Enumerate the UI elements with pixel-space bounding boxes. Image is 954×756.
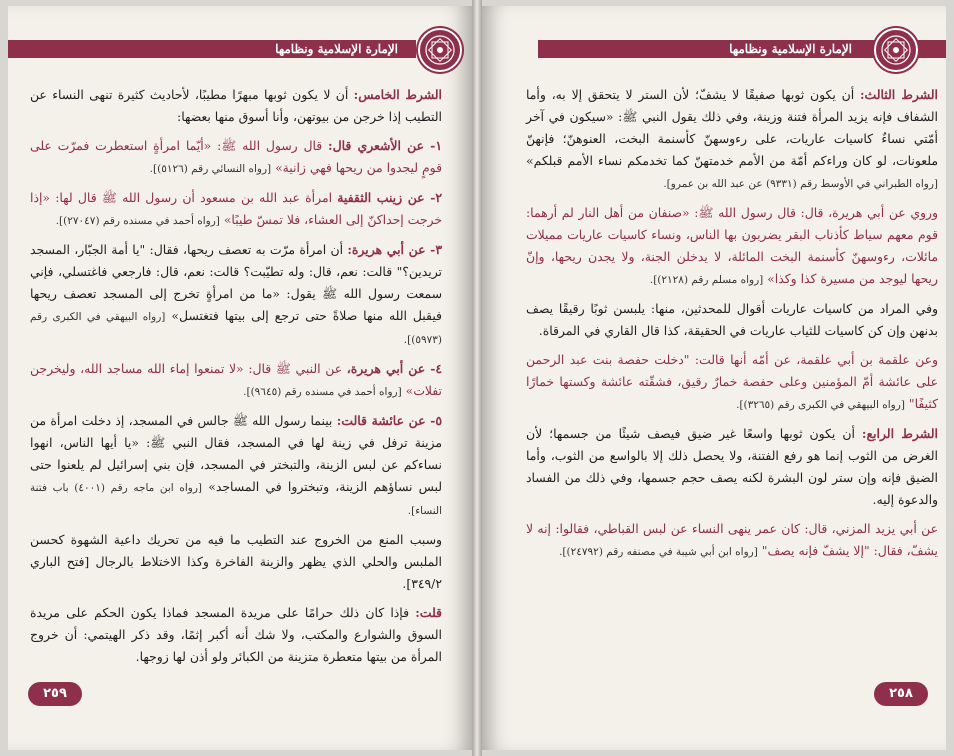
paragraph: ٥- عن عائشة قالت: بينما رسول الله ﷺ جالس في المسجد، إذ دخلت امرأة من مزينة ترفل في زينة لها في المسجد، فقال النبي ﷺ: «يا أيها الناس، انهوا نساءكم عن لبس الزينة، والتبختر في المسجد، فإن بني إسرائيل لم يلعنوا حتى لبس نساؤهم الزينة، وتبختروا في المساجد» [رواه ابن ماجه رقم (٤٠٠١) باب فتنة النساء].: [30, 413, 442, 517]
ornament-icon: [874, 28, 918, 72]
paragraph: الشرط الثالث: أن يكون ثوبها صفيقًا لا يشفّ؛ لأن الستر لا يتحقق إلا به، وأما الشفاف فإنه يزيد المرأة فتنة وزينة، وفي ذلك يقول النبي ﷺ: «سيكون في آخر أمّتي نساءٌ كاسيات عاريات، على رءوسهنّ كأسنمة البخت، العنوهنّ؛ فإنهنّ ملعونات، لو كان وراءكم أمّة من الأمم خدمتهنّ كما تخدمكم نساء الأمم قبلكم» [رواه الطبراني في الأوسط رقم (٩٣٣١) عن عبد الله بن عمرو].: [526, 87, 938, 190]
left-header-title: الإمارة الإسلامية ونظامها: [275, 42, 398, 56]
left-page-content: [30, 84, 442, 675]
paragraph: وعن علقمة بن أبي علقمة، عن أمّه أنها قالت: "دخلت حفصة بنت عبد الرحمن على عائشة أمّ المؤمنين وعلى حفصة خمارٌ رقيق، فشقّته عائشة وكستها خمارًا كثيفًا" [رواه البيهقي في الكبرى رقم (٣٢٦٥)].: [526, 352, 938, 411]
paragraph: وفي المراد من كاسيات عاريات أقوال للمحدثين، منها: يلبسن ثوبًا رقيقًا يصف بدنهن وإن كن كاسيات للثياب عاريات في الحقيقة، كذا قال القاري في المرقاة.: [526, 301, 938, 338]
paragraph: قلت: فإذا كان ذلك حرامًا على مريدة المسجد فماذا يكون الحكم على مريدة السوق والشوارع والمكتب، ولا شك أنه أكبر إثمًا، وقد ذكر الهيتمي: أن خروج المرأة من بيتها متعطرة متزينة من الكبائر ولو أذن لها زوجها.: [30, 605, 442, 664]
right-page-number: ٢٥٨: [874, 682, 928, 706]
left-page-number: ٢٥٩: [28, 682, 82, 706]
paragraph: ٤- عن أبي هريرة، عن النبي ﷺ قال: «لا تمنعوا إماء الله مساجد الله، وليخرجن تفلات» [رواه أحمد في مسنده رقم (٩٦٤٥)].: [30, 361, 442, 398]
paragraph: ٢- عن زينب الثقفية امرأة عبد الله بن مسعود أن رسول الله ﷺ قال لها: «إذا خرجت إحداكنّ إلى العشاء، فلا تمسّ طيبًا» [رواه أحمد في مسنده رقم (٢٧٠٤٧)].: [30, 190, 442, 227]
paragraph: عن أبي يزيد المزني، قال: كان عمر ينهى النساء عن لبس القباطي، فقالوا: إنه لا يشفّ، فقال: "إلا يشفّ فإنه يصف" [رواه ابن أبي شيبة في مصنفه رقم (٢٤٧٩٢)].: [526, 521, 938, 558]
paragraph: ٣- عن أبي هريرة: أن امرأة مرّت به تعصف ريحها، فقال: "يا أمة الجبّار، المسجد تريدين؟" قالت: نعم، قال: وله تطيّبت؟ قالت: نعم، قال: فارجعي فاغتسلي، فإني سمعت رسول الله ﷺ يقول: «ما من امرأةٍ تخرج إلى المسجد تعصف ريحها فيقبل الله منها صلاةً حتى ترجع إلى بيتها فتغتسل» [رواه البيهقي في الكبرى رقم (٥٩٧٣)].: [30, 242, 442, 346]
left-page: [8, 6, 472, 750]
paragraph: وسبب المنع من الخروج عند التطيب ما فيه من تحريك داعية الشهوة كحسن الملبس والحلي الذي يظهر والزينة الفاخرة وكذا الاختلاط بالرجال [فتح الباري ٣٤٩/٢].: [30, 532, 442, 591]
ornament-icon: [418, 28, 462, 72]
right-page: [482, 6, 946, 750]
paragraph: الشرط الرابع: أن يكون ثوبها واسعًا غير ضيق فيصف شيئًا من جسمها؛ لأن الغرض من الثوب إنما هو رفع الفتنة، ولا يحصل ذلك إلا بالواسع من الثوب، وأما الضيق فإنه وإن ستر لون البشرة لكنه يصف حجم جسمها، وفي ذلك من الفساد والدعوة إليه.: [526, 426, 938, 507]
paragraph: وروي عن أبي هريرة، قال: قال رسول الله ﷺ: «صنفان من أهل النار لم أرهما: قوم معهم سياط كأذناب البقر يضربون بها الناس، ونساء كاسيات عاريات مميلات مائلات، رءوسهنّ كأسنمة البخت المائلة، لا يدخلن الجنة، ولا يجدن ريحها، وإنّ ريحها ليوجد من مسيرة كذا وكذا» [رواه مسلم رقم (٢١٢٨)].: [526, 205, 938, 286]
right-page-content: [526, 84, 938, 570]
paragraph: الشرط الخامس: أن لا يكون ثوبها مبهرًا مطيبًا، لأحاديث كثيرة تنهى النساء عن التطيب إذا خرجن من بيوتهن، وأنا أسوق منها بعضها:: [30, 87, 442, 124]
book-gutter: [472, 0, 482, 756]
right-header-title: الإمارة الإسلامية ونظامها: [729, 42, 852, 56]
paragraph: ١- عن الأشعري قال: قال رسول الله ﷺ: «أيّما امرأةٍ استعطرت فمرّت على قومٍ ليجدوا من ريحها فهي زانية» [رواه النسائي رقم (٥١٢٦)].: [30, 138, 442, 175]
